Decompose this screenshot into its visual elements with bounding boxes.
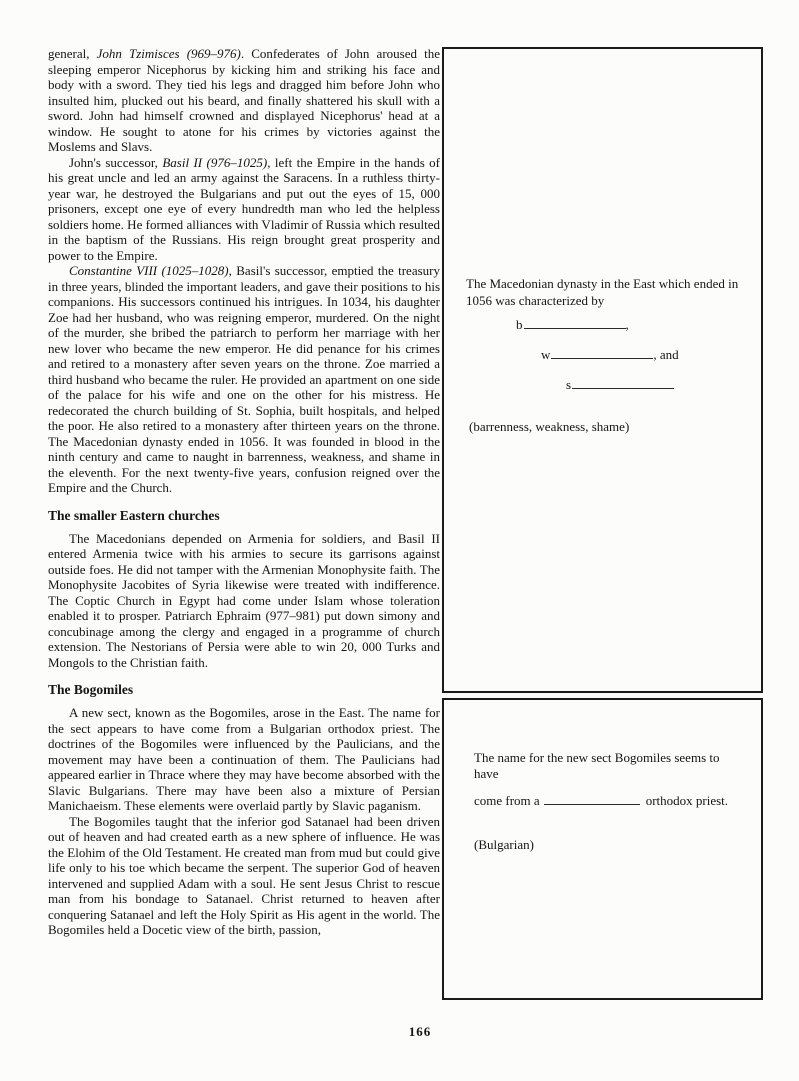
body-text: The Macedonians depended on Armenia for soldiers, and Basil II entered Armenia twice with his armies to secure its garrisons against outside foes. He did not tamper with the Armenian Monophysite faith. The Monophysite Jacobites of Syria likewise were treated with indifference. The Coptic Church in Egypt had come under Islam whose toleration enabled it to prosper. Patriarch Ephraim (977–981) put down simony and concubinage among the clergy and engaged in a programme of church extension. The Nestorians of Persia were able to win 20, 000 Turks and Mongols to the Christian faith. bbox=[48, 530, 440, 670]
body-text: , Basil's successor, emptied the treasury in three years, blinded the important leaders, and gave their positions to his companions. His successors continued his intrigues. In 1034, his daughter Zoe had her husband, who was reigning emperor, murdered. On the night of the murder, she bribed the patriarch to perform her marriage with her new lover who became the new emperor. He did penance for his crimes and retired to a monastery after seven years on the throne. Zoe married a third husband who became the ruler. He provided an apartment on one side of the palace for his wife and one on the other for his mistress. He redecorated the church building of St. Sophia, built hospitals, and helped the poor. He also retired to a monastery after thirteen years on the throne. The Macedonian dynasty ended in 1056. It was founded in blood in the ninth century and came to naught in barrenness, weakness, and shame in the eleventh. For the next twenty-five years, confusion reigned over the Empire and the Church. bbox=[48, 263, 440, 495]
page-number: 166 bbox=[408, 1024, 432, 1039]
body-text: The Bogomiles taught that the inferior god Satanael had been driven out of heaven and had created earth as a new sphere of influence. He was the Elohim of the Old Testament. He created man from mud but could give life only to his toe which became the serpent. The superior God of heaven intervened and supplied Adam with a soul. He sent Jesus Christ to rescue man from his bondage to Satanael. Christ returned to heaven after conquering Satanael and left the Holy Spirit as His agent in the world. The Bogomiles held a Docetic view of the birth, passion, bbox=[48, 813, 440, 937]
exercise-prompt-line1: The name for the new sect Bogomiles seems to have bbox=[474, 750, 720, 781]
paragraph bbox=[48, 46, 440, 155]
emphasized-text: Constantine VIII (1025–1028) bbox=[69, 263, 229, 278]
emphasized-text: Basil II (976–1025) bbox=[162, 154, 268, 170]
body-text: , left the Empire in the hands of his great uncle and led an army against the Saracens. In a ruthless thirty-year war, he destroyed the Bulgarians and put out the eyes of 15, 000 prisoners, except one eye of every hundredth man who led the helpless soldiers home. He formed alliances with Vladimir of Russia which resulted in the baptism of the Russians. His reign brought great prosperity and power to the Empire. bbox=[48, 154, 440, 263]
section-heading: The smaller Eastern churches bbox=[48, 507, 220, 523]
blank-prefix-letter: s bbox=[566, 377, 572, 392]
blank-suffix-text: , bbox=[625, 317, 629, 332]
exercise-answer-key: (barrenness, weakness, shame) bbox=[469, 419, 630, 434]
body-text: . Confederates of John aroused the sleeping emperor Nicephorus by kicking him and striking his face and body with a sword. They tied his legs and dragged him before John who insulted him, plucked out his beard, and finally shattered his skull with a sword. John had himself crowned and displayed Nicephorus' head at a window. He sought to atone for his crimes by victories against the Moslems and Slavs. bbox=[48, 46, 440, 154]
fill-blank-row bbox=[516, 317, 761, 347]
paragraph bbox=[48, 263, 440, 496]
blank-prefix-letter: w bbox=[541, 347, 551, 362]
paragraph bbox=[48, 814, 440, 938]
prompt-before-blank: come from a bbox=[474, 793, 540, 808]
body-text: John's successor, bbox=[69, 154, 163, 170]
exercise-answer-key: (Bulgarian) bbox=[474, 837, 534, 852]
fill-blank-row bbox=[566, 377, 761, 407]
box1-blanks bbox=[444, 317, 761, 407]
prompt-after-blank: orthodox priest. bbox=[645, 793, 729, 808]
body-text: A new sect, known as the Bogomiles, arose in the East. The name for the sect appears to have come from a Bulgarian orthodox priest. The doctrines of the Bogomiles were influenced by the Paulicians, and the movement may have been a continuation of them. The Paulicians had appeared earlier in Thrace where they may have become absorbed with the Slavic Bulgarians. There may have been also a mixture of Persian Manichaeism. These elements were overlaid partly by Slavic paganism. bbox=[48, 705, 440, 813]
exercise-content bbox=[474, 750, 744, 864]
blank-line bbox=[551, 347, 653, 359]
exercise-prompt-line2 bbox=[474, 793, 744, 809]
fill-blank-row bbox=[541, 347, 761, 377]
paragraph bbox=[48, 705, 440, 814]
emphasized-text: John Tzimisces (969–976) bbox=[96, 46, 241, 61]
body-text: general, bbox=[48, 46, 97, 61]
blank-prefix-letter: b bbox=[516, 317, 523, 332]
paragraph bbox=[48, 155, 440, 264]
blank-suffix-text: , and bbox=[653, 347, 679, 362]
blank-line bbox=[544, 793, 640, 805]
blank-line bbox=[572, 377, 674, 389]
paragraph bbox=[48, 531, 440, 671]
exercise-prompt: The Macedonian dynasty in the East which ended in 1056 was characterized by bbox=[466, 276, 739, 308]
section-heading: The Bogomiles bbox=[48, 682, 134, 697]
exercise-box-macedonian-dynasty bbox=[442, 47, 763, 693]
article-blocks bbox=[48, 46, 440, 938]
blank-line bbox=[524, 317, 626, 329]
exercise-box-bogomiles bbox=[442, 698, 763, 1000]
